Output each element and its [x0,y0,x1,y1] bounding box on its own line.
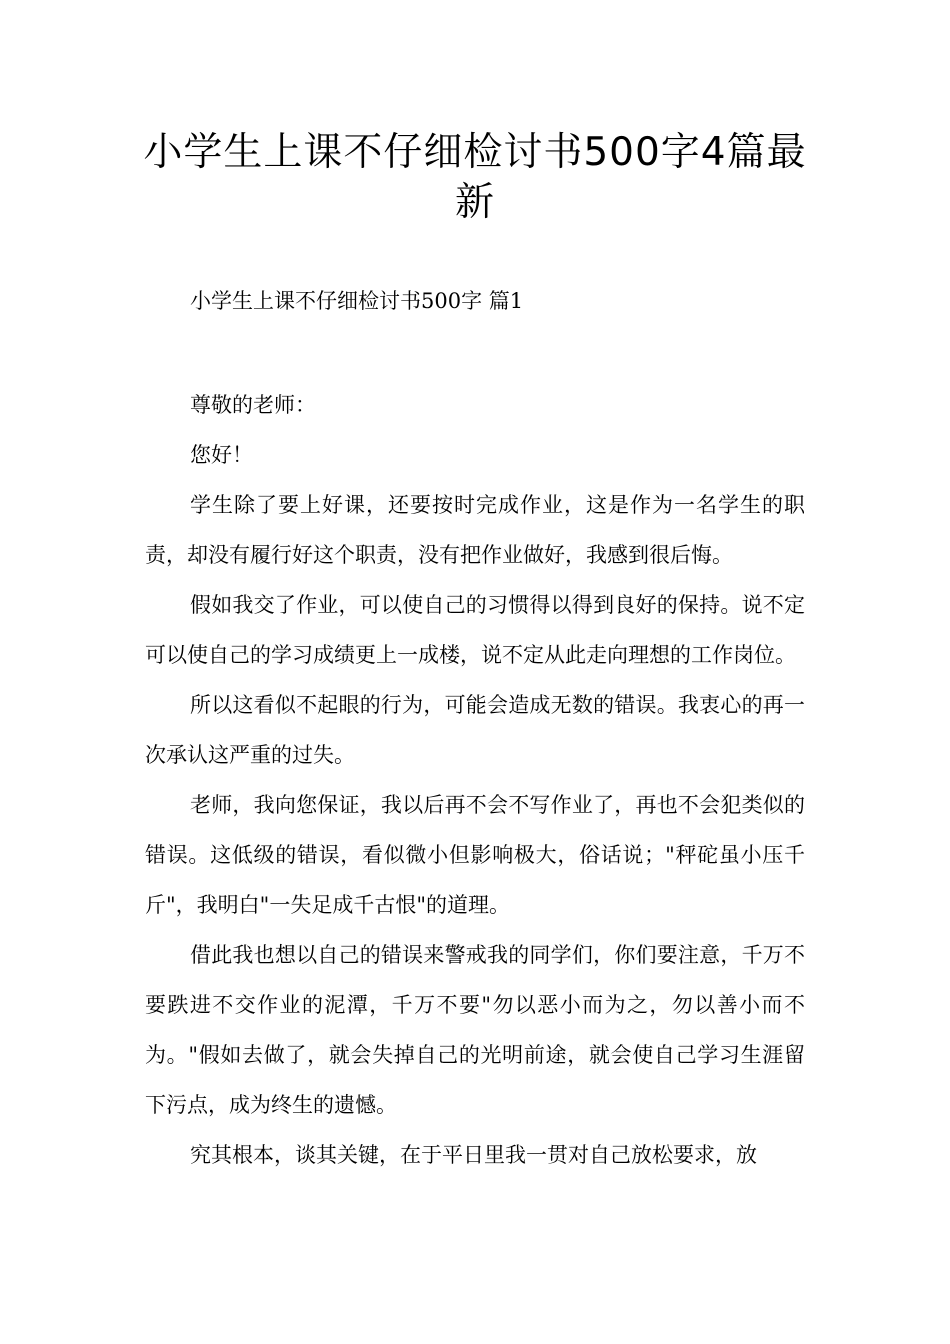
document-title: 小学生上课不仔细检讨书500字4篇最新 [143,130,807,225]
body-paragraph: 假如我交了作业，可以使自己的习惯得以得到良好的保持。说不定可以使自己的学习成绩更上一成楼，说不定从此走向理想的工作岗位。 [145,593,805,667]
section-heading: 小学生上课不仔细检讨书500字 篇1 [190,289,524,313]
body-paragraph: 借此我也想以自己的错误来警戒我的同学们，你们要注意，千万不要跌进不交作业的泥潭，千万不要"勿以恶小而为之，勿以善小而不为。"假如去做了，就会失掉自己的光明前途，就会使自己学习生涯留下污点，成为终生的遗憾。 [145,943,805,1117]
body-paragraph: 老师，我向您保证，我以后再不会不写作业了，再也不会犯类似的错误。这低级的错误，看似微小但影响极大，俗话说；"秤砣虽小压千斤"，我明白"一失足成千古恨"的道理。 [145,793,805,917]
salutation: 尊敬的老师： [190,393,316,417]
greeting: 您好！ [190,443,253,467]
body-paragraph: 学生除了要上好课，还要按时完成作业，这是作为一名学生的职责，却没有履行好这个职责，没有把作业做好，我感到很后悔。 [145,493,805,567]
body-paragraph: 所以这看似不起眼的行为，可能会造成无数的错误。我衷心的再一次承认这严重的过失。 [145,693,805,767]
body-paragraph: 究其根本，谈其关键，在于平日里我一贯对自己放松要求，放 [190,1143,757,1167]
document-body [145,380,805,1180]
